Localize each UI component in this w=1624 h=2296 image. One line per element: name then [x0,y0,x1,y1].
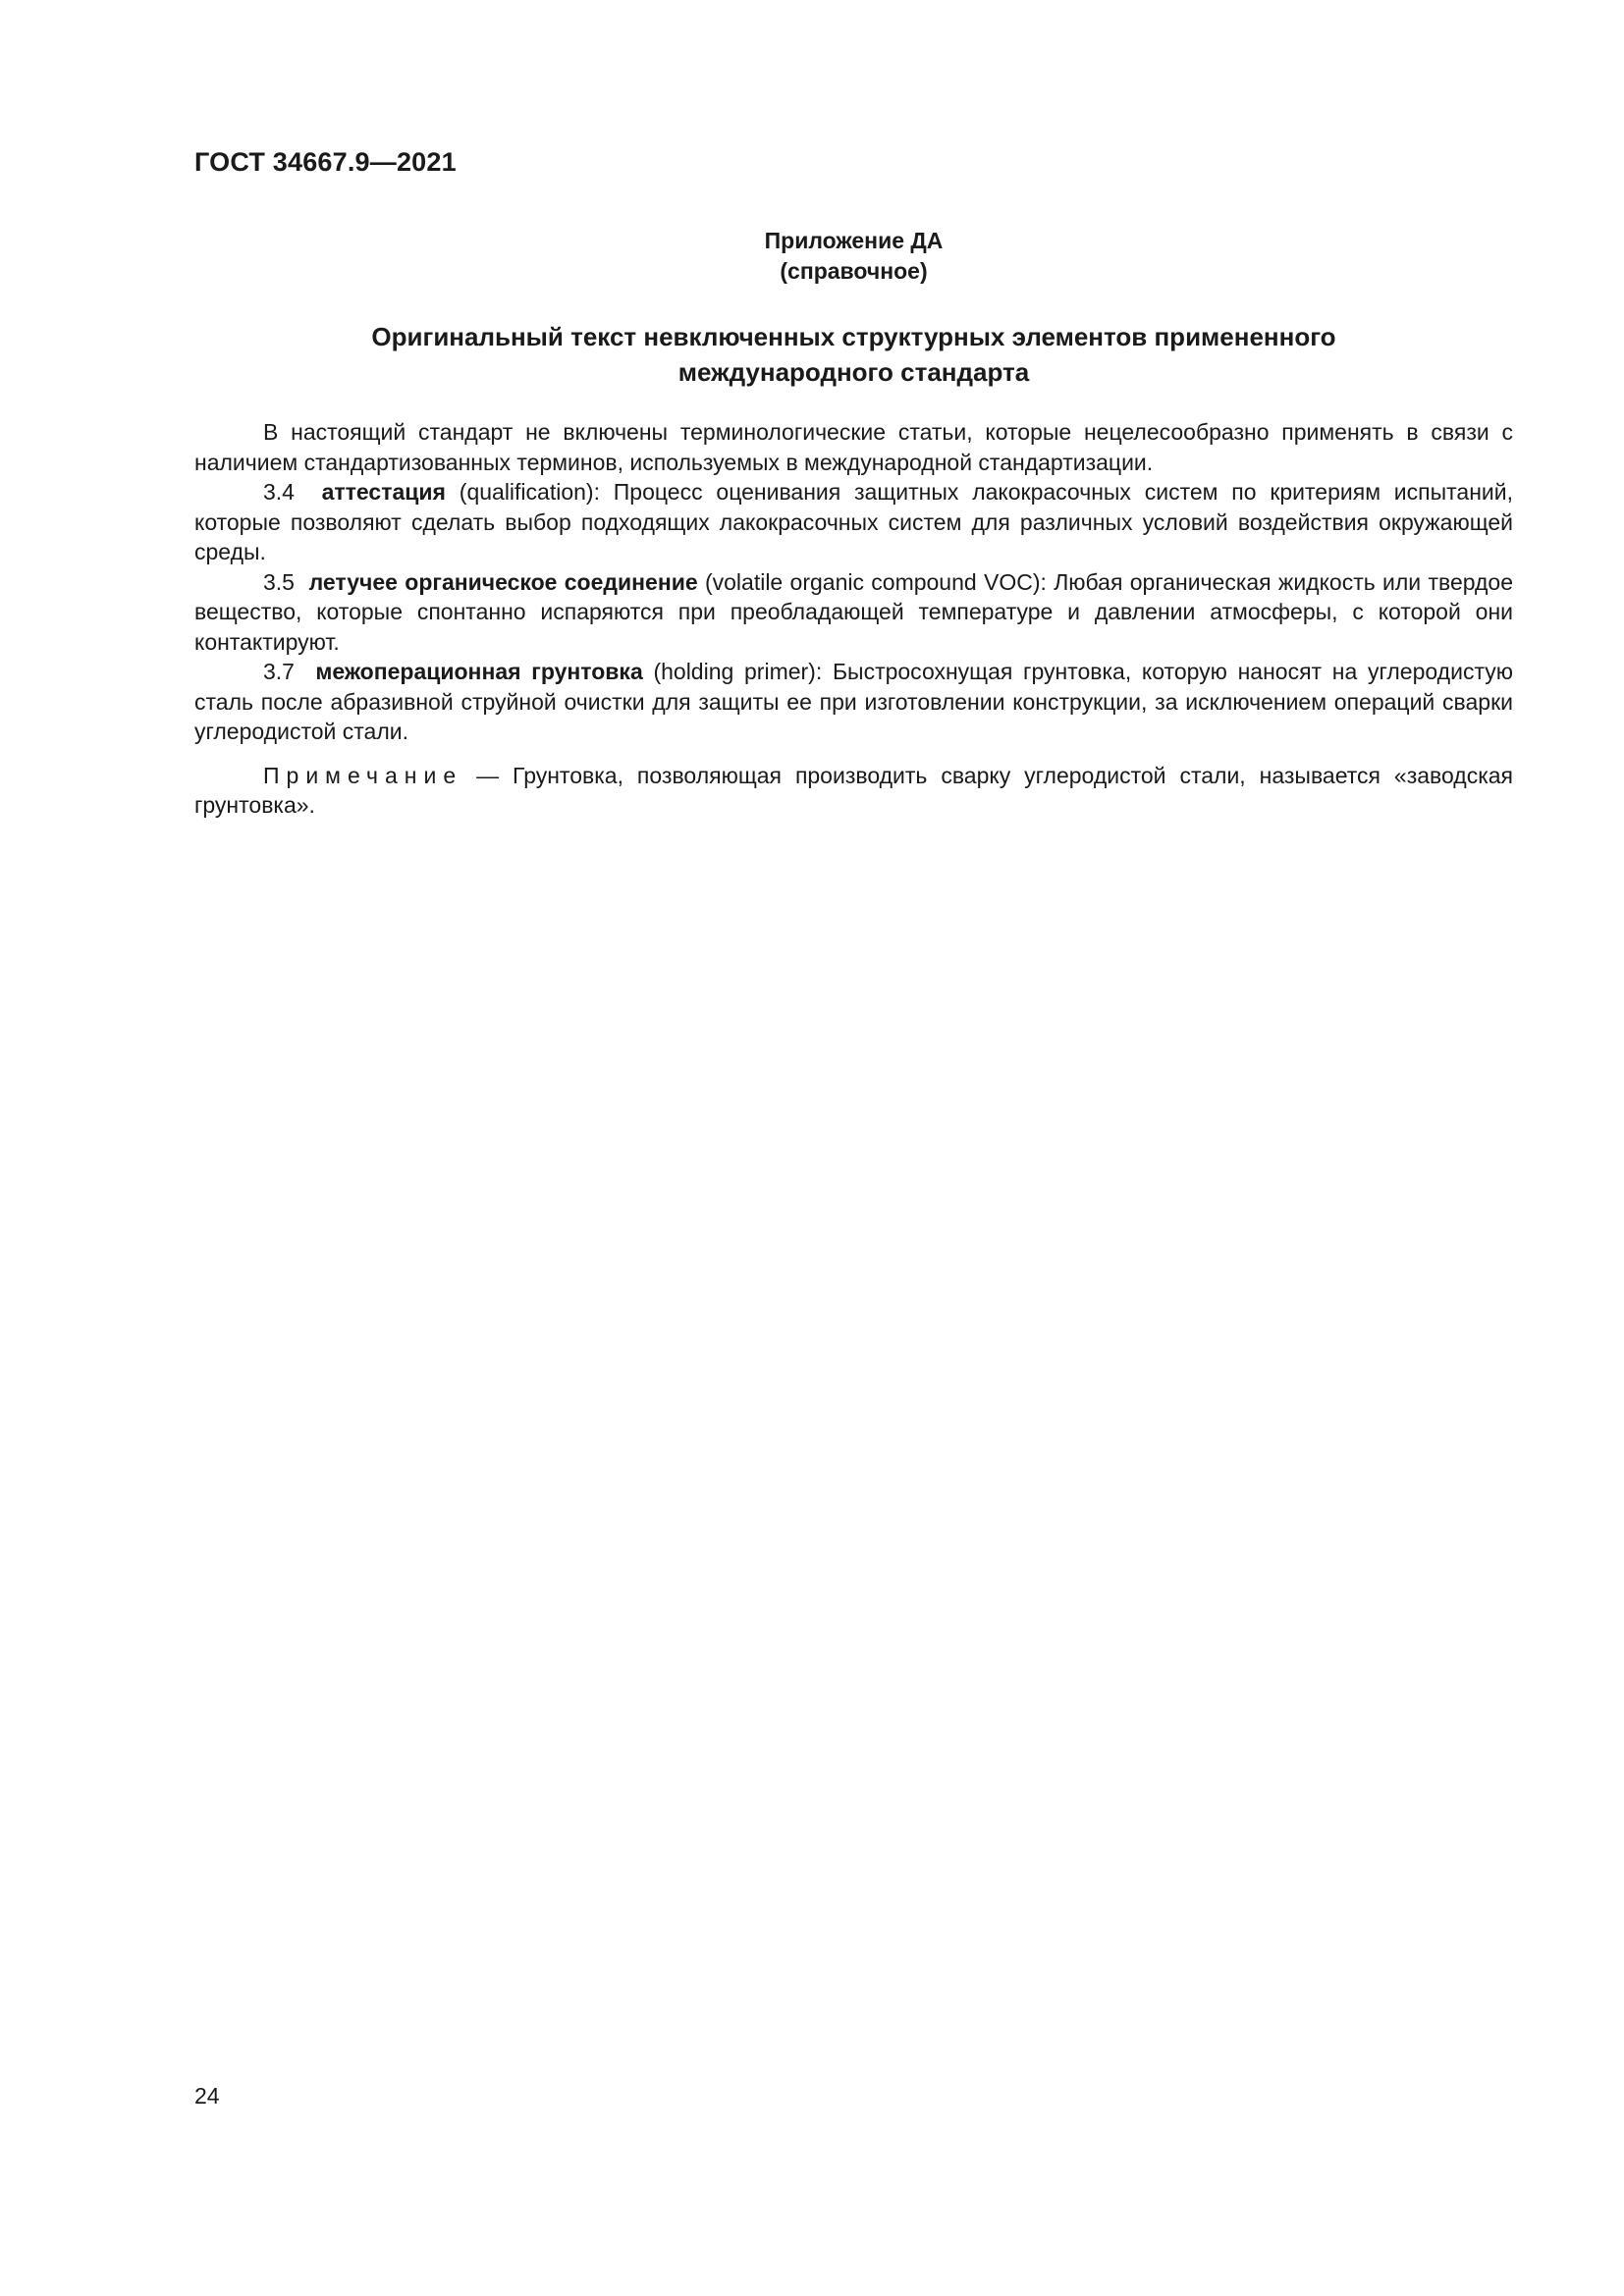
term-number: 3.7 [263,659,295,684]
term-entry [194,657,1513,747]
appendix-type: (справочное) [780,258,928,284]
term-name: межоперационная грунтовка [315,659,643,684]
title-line-1: Оригинальный текст невключенных структурных элементов примененного [371,322,1336,351]
page-number: 24 [194,2083,220,2109]
term-entry [194,567,1513,658]
document-code: ГОСТ 34667.9—2021 [194,147,457,177]
term-definition: (volatile organic compound VOC): Любая органическая жидкость или твердое вещество, которые спонтанно испаряются при преобладающей температуре и давлении атмосферы, с которой они контактируют. [194,568,1514,655]
term-name: аттестация [321,479,446,505]
title-line-2: международного стандарта [677,357,1030,387]
note-text: — Грунтовка, позволяющая производить сварку углеродистой стали, называется «заводская грунтовка». [194,762,1514,818]
term-number: 3.4 [263,479,295,505]
term-name: летучее органическое соединение [308,568,698,595]
body-text [194,417,1513,821]
appendix-title [194,319,1513,390]
term-number: 3.5 [263,568,295,595]
term-entry [194,477,1513,567]
appendix-label: Приложение ДА [764,228,944,253]
appendix-heading [194,226,1513,287]
note-label: Примечание [263,762,463,788]
term-definition: (qualification): Процесс оценивания защитных лакокрасочных систем по критериям испытаний, которые позволяют сделать выбор подходящих лакокрасочных систем для различных условий воздействия окружающей среды. [194,479,1513,564]
term-definition: (holding primer): Быстросохнущая грунтовка, которую наносят на углеродистую сталь после абразивной струйной очистки для защиты ее при изготовлении конструкции, за исключением операций сварки углеродистой стали. [194,659,1513,744]
note-paragraph [194,761,1513,821]
intro-paragraph: В настоящий стандарт не включены терминологические статьи, которые нецелесообразно применять в связи с наличием стандартизованных терминов, используемых в международной стандартизации. [194,419,1513,475]
